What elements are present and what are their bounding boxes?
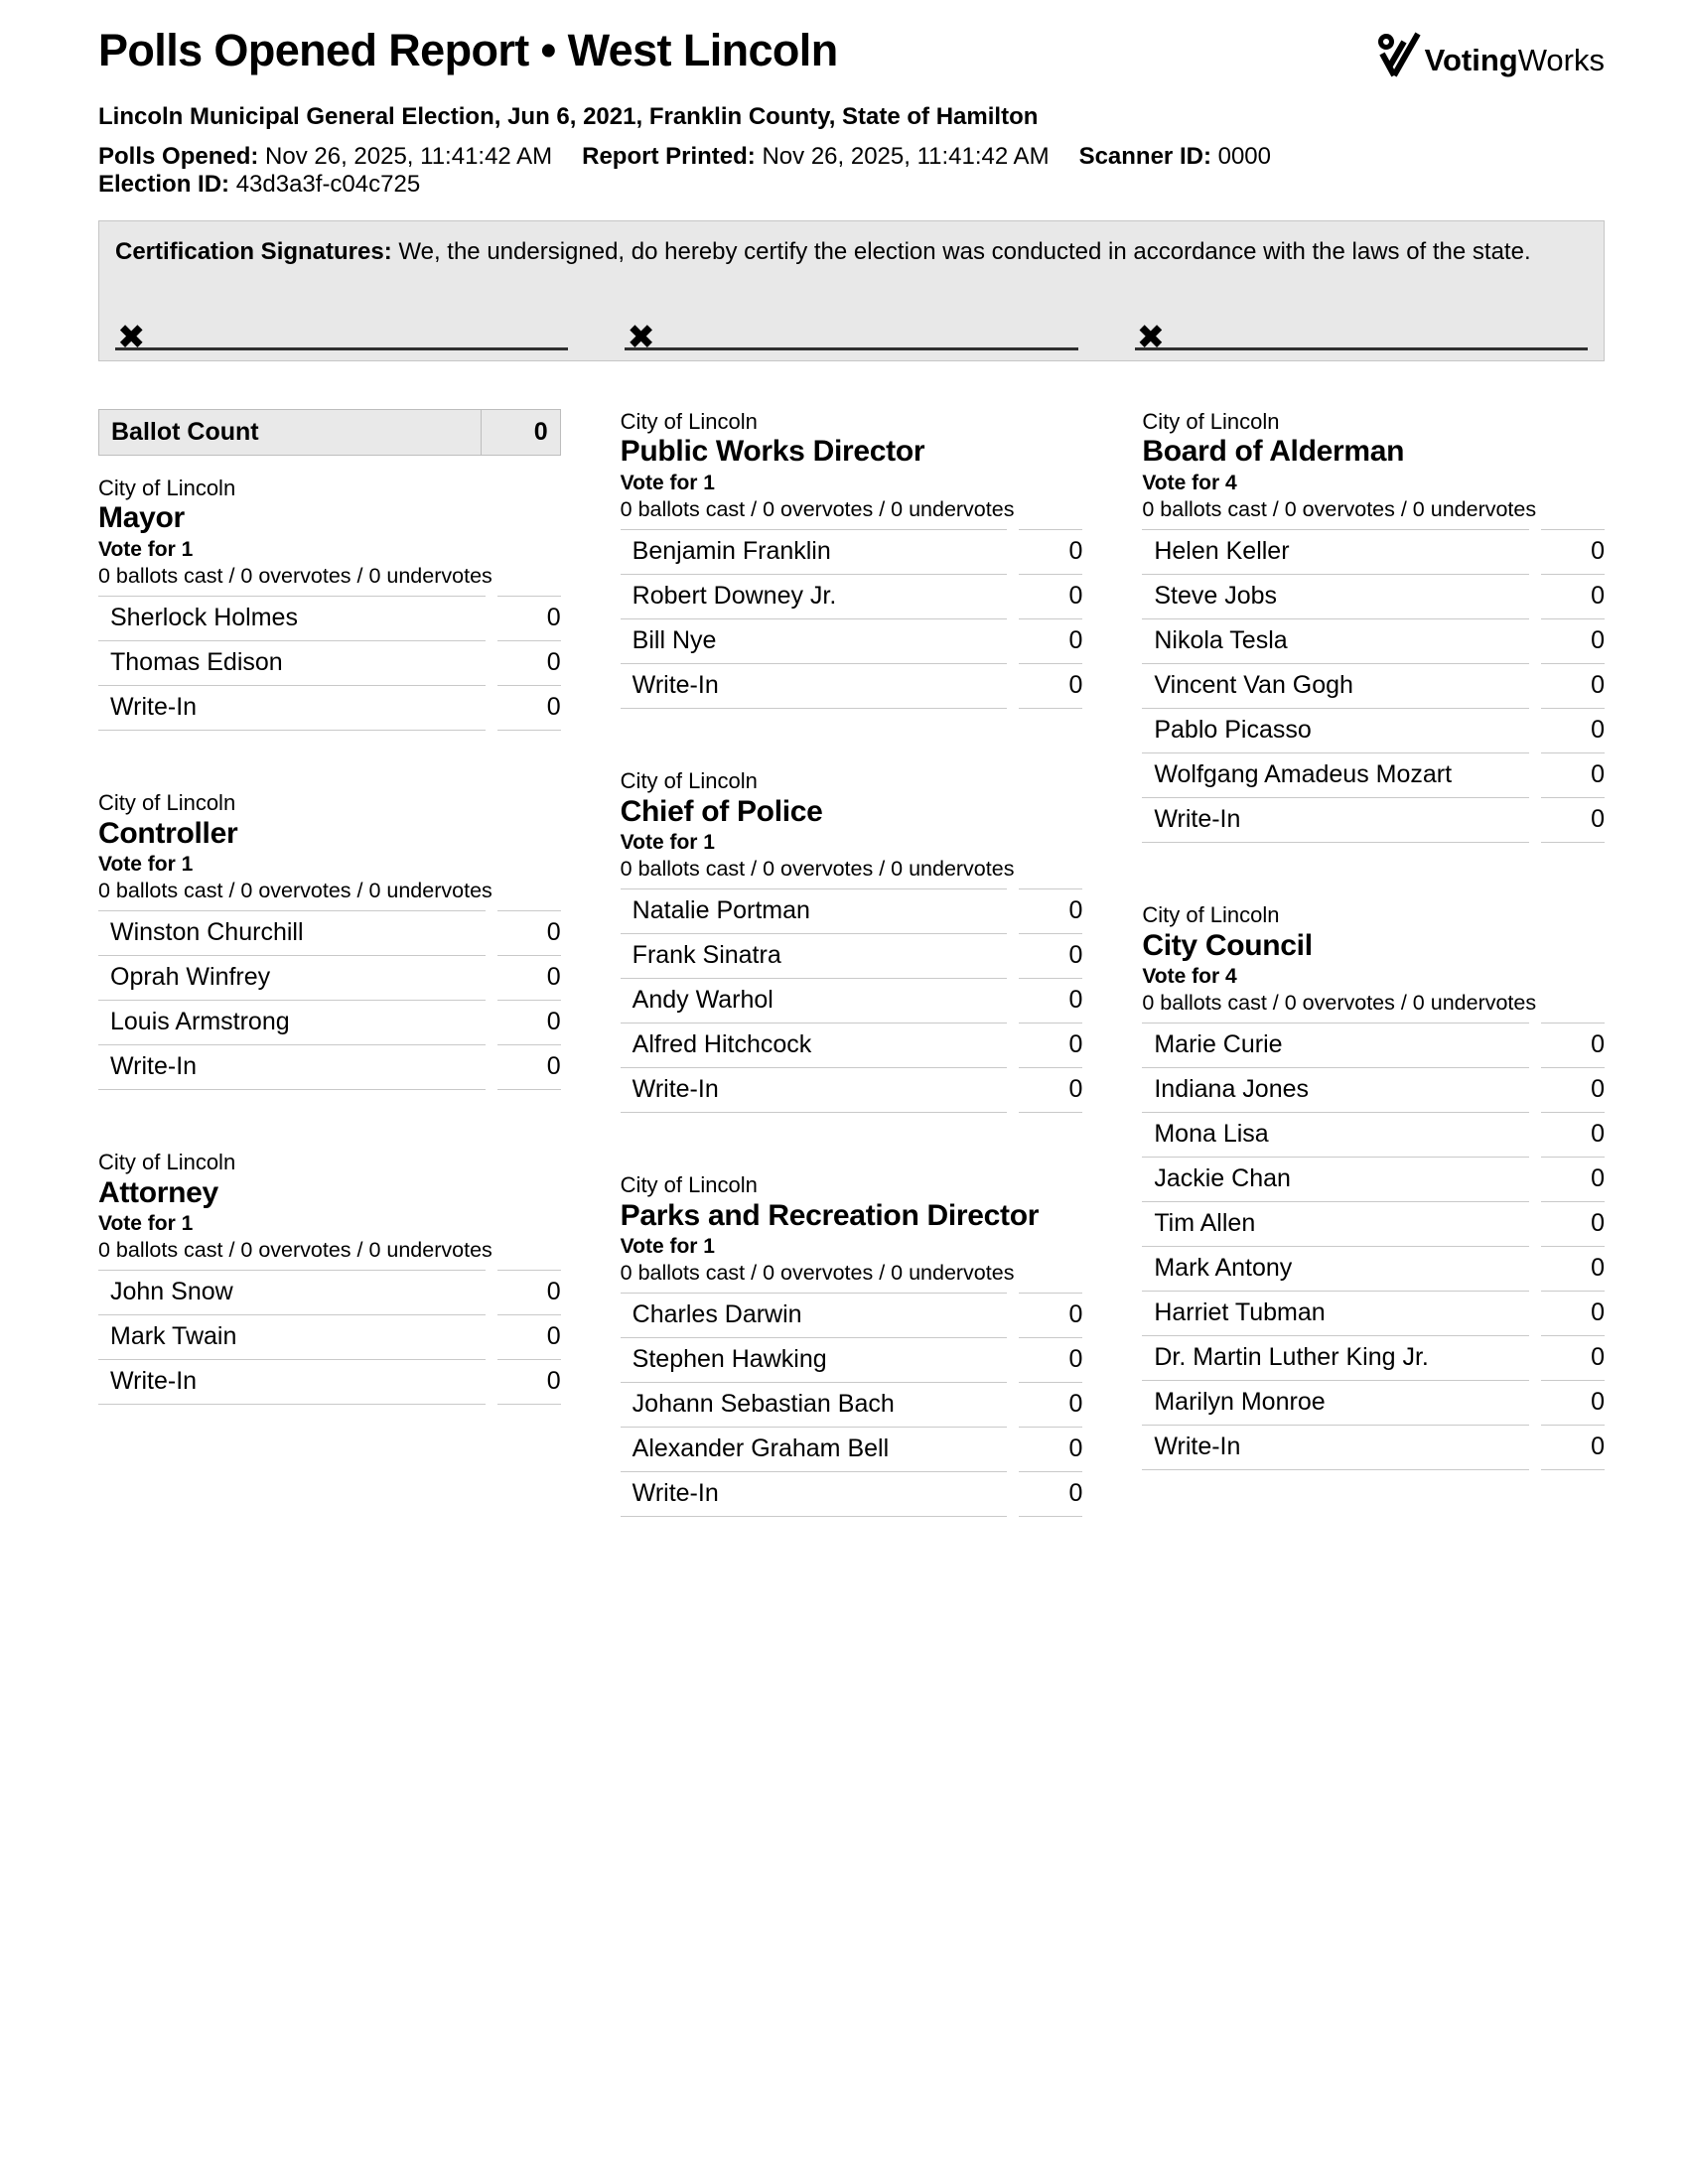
candidate-vote-count: 0 bbox=[497, 1270, 561, 1314]
candidate-row bbox=[1142, 1023, 1605, 1067]
candidate-name: Write-In bbox=[1142, 1425, 1529, 1470]
candidate-row bbox=[621, 1382, 1083, 1427]
candidate-row bbox=[1142, 1246, 1605, 1291]
contest-jurisdiction: City of Lincoln bbox=[620, 768, 758, 794]
candidate-vote-count: 0 bbox=[497, 1044, 561, 1090]
candidate-name: Benjamin Franklin bbox=[621, 529, 1008, 574]
candidate-row bbox=[1142, 1067, 1605, 1112]
meta-polls-opened bbox=[98, 143, 552, 171]
candidate-vote-count: 0 bbox=[1541, 1157, 1605, 1201]
candidate-row bbox=[1142, 752, 1605, 797]
report-meta-line bbox=[98, 143, 1605, 199]
candidate-vote-count: 0 bbox=[1019, 618, 1082, 663]
contest-jurisdiction: City of Lincoln bbox=[1142, 409, 1280, 434]
candidate-row bbox=[1142, 529, 1605, 574]
candidate-vote-count: 0 bbox=[1541, 1380, 1605, 1425]
contest-vote-for: Vote for 1 bbox=[98, 853, 194, 877]
candidate-row bbox=[621, 663, 1083, 709]
contest-vote-for: Vote for 4 bbox=[1142, 471, 1237, 494]
candidate-row bbox=[98, 910, 561, 955]
candidate-vote-count: 0 bbox=[1019, 1337, 1082, 1382]
signature-x-icon: ✖ bbox=[627, 318, 655, 357]
contest-ballot-stats: 0 ballots cast / 0 overvotes / 0 undervotes bbox=[98, 879, 492, 903]
page-title: Polls Opened Report • West Lincoln bbox=[98, 25, 838, 75]
candidate-name: Write-In bbox=[98, 1359, 486, 1405]
candidate-table bbox=[1142, 529, 1605, 843]
candidate-table bbox=[1142, 1023, 1605, 1470]
candidate-name: Tim Allen bbox=[1142, 1201, 1529, 1246]
candidate-row bbox=[98, 596, 561, 640]
signature-line bbox=[625, 305, 1077, 357]
contest-vote-for: Vote for 1 bbox=[620, 831, 715, 855]
candidate-name: Wolfgang Amadeus Mozart bbox=[1142, 752, 1529, 797]
candidate-vote-count: 0 bbox=[1019, 574, 1082, 618]
contest-ballot-stats: 0 ballots cast / 0 overvotes / 0 undervotes bbox=[98, 1238, 492, 1263]
candidate-row bbox=[1142, 574, 1605, 618]
report-header bbox=[98, 26, 1605, 77]
contest-title: Board of Alderman bbox=[1142, 435, 1405, 469]
candidate-name: Nikola Tesla bbox=[1142, 618, 1529, 663]
votingworks-logo-icon bbox=[1377, 32, 1421, 77]
candidate-vote-count: 0 bbox=[1541, 1112, 1605, 1157]
brand-voting: Voting bbox=[1424, 43, 1518, 77]
candidate-vote-count: 0 bbox=[1019, 1067, 1082, 1113]
candidate-row bbox=[1142, 1425, 1605, 1470]
candidate-name: Marie Curie bbox=[1142, 1023, 1529, 1067]
candidate-vote-count: 0 bbox=[1541, 618, 1605, 663]
candidate-vote-count: 0 bbox=[1019, 1382, 1082, 1427]
contest-section bbox=[1142, 409, 1605, 843]
contest-title: Attorney bbox=[98, 1175, 218, 1209]
candidate-name: Write-In bbox=[621, 663, 1008, 709]
candidate-name: Robert Downey Jr. bbox=[621, 574, 1008, 618]
candidate-name: Harriet Tubman bbox=[1142, 1291, 1529, 1335]
contest-ballot-stats: 0 ballots cast / 0 overvotes / 0 undervotes bbox=[620, 497, 1015, 522]
candidate-vote-count: 0 bbox=[1541, 574, 1605, 618]
meta-election-id-label: Election ID: bbox=[98, 171, 230, 198]
meta-polls-opened-value: Nov 26, 2025, 11:41:42 AM bbox=[265, 143, 553, 170]
contest-ballot-stats: 0 ballots cast / 0 overvotes / 0 undervotes bbox=[620, 1261, 1015, 1286]
ballot-count-label: Ballot Count bbox=[111, 418, 259, 446]
ballot-count-box bbox=[98, 409, 561, 456]
candidate-vote-count: 0 bbox=[1019, 1293, 1082, 1337]
meta-scanner-id-value: 0000 bbox=[1217, 143, 1271, 170]
certification-label: Certification Signatures: bbox=[115, 238, 392, 265]
candidate-name: Indiana Jones bbox=[1142, 1067, 1529, 1112]
candidate-vote-count: 0 bbox=[1019, 1427, 1082, 1471]
candidate-vote-count: 0 bbox=[1541, 1023, 1605, 1067]
contest-vote-for: Vote for 1 bbox=[98, 1212, 194, 1236]
candidate-row bbox=[1142, 618, 1605, 663]
column-1 bbox=[98, 409, 561, 1576]
meta-report-printed-label: Report Printed: bbox=[582, 143, 756, 170]
candidate-name: Dr. Martin Luther King Jr. bbox=[1142, 1335, 1529, 1380]
candidate-name: Write-In bbox=[98, 685, 486, 731]
candidate-row bbox=[1142, 1380, 1605, 1425]
candidate-vote-count: 0 bbox=[1541, 1291, 1605, 1335]
contest-title: Chief of Police bbox=[620, 794, 823, 828]
contest-title: City Council bbox=[1142, 928, 1313, 962]
candidate-table bbox=[98, 596, 561, 731]
candidate-vote-count: 0 bbox=[1541, 1335, 1605, 1380]
candidate-row bbox=[621, 1067, 1083, 1113]
meta-election-id bbox=[98, 171, 420, 199]
candidate-vote-count: 0 bbox=[497, 640, 561, 685]
candidate-name: Vincent Van Gogh bbox=[1142, 663, 1529, 708]
contest-title: Mayor bbox=[98, 501, 185, 535]
candidate-row bbox=[621, 574, 1083, 618]
candidate-row bbox=[621, 618, 1083, 663]
signature-line bbox=[115, 305, 568, 357]
column-2 bbox=[621, 409, 1083, 1576]
candidate-name: Helen Keller bbox=[1142, 529, 1529, 574]
candidate-row bbox=[621, 933, 1083, 978]
candidate-name: Natalie Portman bbox=[621, 888, 1008, 933]
contest-section bbox=[98, 790, 561, 1090]
contest-ballot-stats: 0 ballots cast / 0 overvotes / 0 undervotes bbox=[98, 564, 492, 589]
ballot-count-value: 0 bbox=[481, 410, 560, 455]
candidate-row bbox=[621, 1471, 1083, 1517]
candidate-name: Thomas Edison bbox=[98, 640, 486, 685]
contest-vote-for: Vote for 1 bbox=[98, 537, 194, 561]
certification-statement: We, the undersigned, do hereby certify the election was conducted in accordance with the laws of the state. bbox=[398, 238, 1531, 265]
candidate-name: John Snow bbox=[98, 1270, 486, 1314]
candidate-name: Write-In bbox=[1142, 797, 1529, 843]
contest-section bbox=[621, 768, 1083, 1113]
contest-section bbox=[621, 409, 1083, 709]
contest-section bbox=[1142, 902, 1605, 1470]
contest-jurisdiction: City of Lincoln bbox=[98, 1150, 236, 1175]
candidate-name: Alexander Graham Bell bbox=[621, 1427, 1008, 1471]
candidate-name: Louis Armstrong bbox=[98, 1000, 486, 1044]
contest-jurisdiction: City of Lincoln bbox=[98, 790, 236, 816]
candidate-name: Alfred Hitchcock bbox=[621, 1023, 1008, 1067]
candidate-vote-count: 0 bbox=[1541, 1425, 1605, 1470]
candidate-row bbox=[1142, 1291, 1605, 1335]
contest-jurisdiction: City of Lincoln bbox=[98, 476, 236, 500]
candidate-row bbox=[621, 529, 1083, 574]
candidate-name: Write-In bbox=[621, 1067, 1008, 1113]
candidate-row bbox=[621, 1427, 1083, 1471]
meta-report-printed-value: Nov 26, 2025, 11:41:42 AM bbox=[762, 143, 1050, 170]
column-3 bbox=[1142, 409, 1605, 1576]
candidate-name: Mona Lisa bbox=[1142, 1112, 1529, 1157]
candidate-row bbox=[621, 1293, 1083, 1337]
signature-row bbox=[115, 305, 1588, 357]
candidate-table bbox=[621, 888, 1083, 1113]
contest-ballot-stats: 0 ballots cast / 0 overvotes / 0 undervotes bbox=[1142, 497, 1537, 522]
signature-x-icon: ✖ bbox=[1136, 318, 1166, 357]
candidate-row bbox=[1142, 663, 1605, 708]
candidate-vote-count: 0 bbox=[497, 596, 561, 640]
election-subtitle: Lincoln Municipal General Election, Jun 6, 2021, Franklin County, State of Hamilton bbox=[98, 103, 1039, 130]
candidate-vote-count: 0 bbox=[1541, 1201, 1605, 1246]
contest-section bbox=[621, 1172, 1083, 1517]
candidate-table bbox=[621, 529, 1083, 709]
candidate-vote-count: 0 bbox=[1541, 663, 1605, 708]
candidate-row bbox=[98, 640, 561, 685]
candidate-row bbox=[98, 1359, 561, 1405]
candidate-name: Bill Nye bbox=[621, 618, 1008, 663]
candidate-vote-count: 0 bbox=[497, 910, 561, 955]
candidate-row bbox=[1142, 1201, 1605, 1246]
candidate-vote-count: 0 bbox=[1541, 708, 1605, 752]
contest-jurisdiction: City of Lincoln bbox=[620, 1172, 758, 1198]
candidate-name: Sherlock Holmes bbox=[98, 596, 486, 640]
candidate-row bbox=[98, 1000, 561, 1044]
brand-works: Works bbox=[1517, 43, 1605, 77]
candidate-name: Charles Darwin bbox=[621, 1293, 1008, 1337]
contest-ballot-stats: 0 ballots cast / 0 overvotes / 0 undervotes bbox=[1142, 991, 1537, 1016]
candidate-vote-count: 0 bbox=[497, 955, 561, 1000]
candidate-name: Pablo Picasso bbox=[1142, 708, 1529, 752]
meta-election-id-value: 43d3a3f-c04c725 bbox=[235, 171, 421, 198]
signature-line bbox=[1135, 305, 1588, 357]
candidate-name: Winston Churchill bbox=[98, 910, 486, 955]
candidate-name: Frank Sinatra bbox=[621, 933, 1008, 978]
candidate-vote-count: 0 bbox=[1019, 888, 1082, 933]
candidate-table bbox=[98, 1270, 561, 1405]
candidate-row bbox=[621, 978, 1083, 1023]
candidate-vote-count: 0 bbox=[1019, 1471, 1082, 1517]
candidate-vote-count: 0 bbox=[497, 1314, 561, 1359]
candidate-name: Mark Twain bbox=[98, 1314, 486, 1359]
contest-vote-for: Vote for 1 bbox=[620, 1235, 715, 1259]
candidate-row bbox=[1142, 708, 1605, 752]
candidate-row bbox=[621, 888, 1083, 933]
candidate-name: Steve Jobs bbox=[1142, 574, 1529, 618]
candidate-vote-count: 0 bbox=[1019, 663, 1082, 709]
contest-vote-for: Vote for 1 bbox=[620, 471, 715, 494]
candidate-vote-count: 0 bbox=[497, 1000, 561, 1044]
candidate-vote-count: 0 bbox=[1019, 978, 1082, 1023]
contest-title: Controller bbox=[98, 816, 238, 850]
candidate-row bbox=[621, 1023, 1083, 1067]
candidate-row bbox=[98, 955, 561, 1000]
candidate-name: Johann Sebastian Bach bbox=[621, 1382, 1008, 1427]
candidate-name: Write-In bbox=[621, 1471, 1008, 1517]
candidate-vote-count: 0 bbox=[1019, 529, 1082, 574]
contest-vote-for: Vote for 4 bbox=[1142, 965, 1237, 989]
candidate-vote-count: 0 bbox=[1019, 933, 1082, 978]
candidate-name: Marilyn Monroe bbox=[1142, 1380, 1529, 1425]
candidate-row bbox=[98, 1270, 561, 1314]
candidate-name: Write-In bbox=[98, 1044, 486, 1090]
candidate-vote-count: 0 bbox=[1541, 797, 1605, 843]
candidate-name: Stephen Hawking bbox=[621, 1337, 1008, 1382]
contest-jurisdiction: City of Lincoln bbox=[620, 409, 758, 434]
meta-report-printed bbox=[582, 143, 1049, 171]
report-columns bbox=[98, 409, 1605, 1576]
contest-title: Parks and Recreation Director bbox=[620, 1198, 1040, 1232]
contest-ballot-stats: 0 ballots cast / 0 overvotes / 0 undervotes bbox=[620, 857, 1015, 882]
candidate-vote-count: 0 bbox=[497, 1359, 561, 1405]
contest-section bbox=[98, 1150, 561, 1405]
candidate-row bbox=[98, 685, 561, 731]
candidate-vote-count: 0 bbox=[1541, 752, 1605, 797]
candidate-table bbox=[98, 910, 561, 1090]
signature-x-icon: ✖ bbox=[117, 318, 146, 357]
meta-polls-opened-label: Polls Opened: bbox=[98, 143, 259, 170]
candidate-row bbox=[1142, 1335, 1605, 1380]
candidate-name: Oprah Winfrey bbox=[98, 955, 486, 1000]
candidate-vote-count: 0 bbox=[497, 685, 561, 731]
candidate-name: Mark Antony bbox=[1142, 1246, 1529, 1291]
candidate-row bbox=[621, 1337, 1083, 1382]
candidate-row bbox=[98, 1044, 561, 1090]
meta-scanner-id-label: Scanner ID: bbox=[1078, 143, 1211, 170]
brand-wordmark bbox=[1425, 45, 1605, 77]
candidate-vote-count: 0 bbox=[1541, 1246, 1605, 1291]
candidate-row bbox=[1142, 1157, 1605, 1201]
contest-section bbox=[98, 476, 561, 731]
candidate-vote-count: 0 bbox=[1541, 1067, 1605, 1112]
meta-scanner-id bbox=[1079, 143, 1271, 171]
certification-box bbox=[98, 220, 1605, 361]
contest-jurisdiction: City of Lincoln bbox=[1142, 902, 1280, 928]
candidate-row bbox=[1142, 1112, 1605, 1157]
certification-text bbox=[115, 237, 1588, 267]
candidate-vote-count: 0 bbox=[1019, 1023, 1082, 1067]
contest-title: Public Works Director bbox=[620, 435, 925, 469]
candidate-row bbox=[98, 1314, 561, 1359]
candidate-vote-count: 0 bbox=[1541, 529, 1605, 574]
candidate-row bbox=[1142, 797, 1605, 843]
candidate-name: Andy Warhol bbox=[621, 978, 1008, 1023]
candidate-name: Jackie Chan bbox=[1142, 1157, 1529, 1201]
candidate-table bbox=[621, 1293, 1083, 1517]
votingworks-brand bbox=[1377, 32, 1605, 77]
